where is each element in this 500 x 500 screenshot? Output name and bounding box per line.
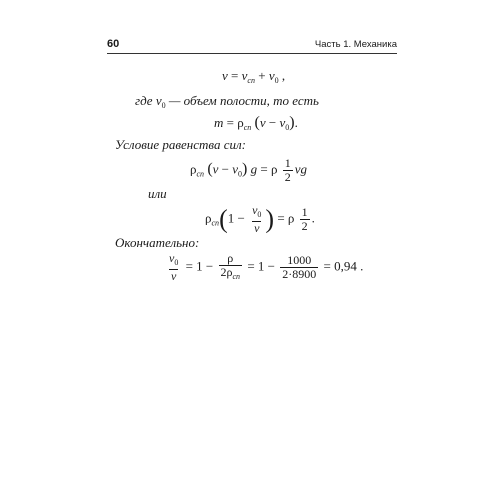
equation-force-ratio: $\rho_{сп}(1$ − $\frac{v_0}{v}$ ) = ρ $\frac{1}{2}$ . <box>205 203 315 235</box>
running-head: Часть 1. Механика <box>314 39 397 50</box>
header-rule <box>107 53 397 54</box>
equation-mass: $m = \rho_{сп}$ $(v - v_0)$. <box>214 114 298 132</box>
or-label: или <box>148 186 167 201</box>
equation-force-balance: $\rho_{сп}$ $(v - v_0)$ g = ρ $\frac{1}{2}$ vg <box>190 156 307 184</box>
where-word: где <box>135 93 153 108</box>
condition-label: Условие равенства сил: <box>115 137 246 152</box>
finally-label: Окончательно: <box>115 235 200 250</box>
volume-phrase: — объем полости, то есть <box>168 93 319 108</box>
page-number: 60 <box>107 38 120 50</box>
page-header <box>107 38 397 53</box>
equation-volume-sum: $v = v_{сп} + v_0$ , <box>222 68 286 85</box>
text-where-v0: где $v_0$ — объем полости, то есть <box>135 93 319 110</box>
result-value: 0,94 <box>334 258 357 274</box>
equation-final-result: $\frac{v_0}{v}$ = 1 − $\frac{\rho}{2\rho_{сп}}$ = 1 − $\frac{1000}{2\cdot 8900}$ = 0,94 . <box>169 251 364 283</box>
numerator-1000: 1000 <box>287 253 312 267</box>
denominator-product: 2·8900 <box>282 267 317 281</box>
